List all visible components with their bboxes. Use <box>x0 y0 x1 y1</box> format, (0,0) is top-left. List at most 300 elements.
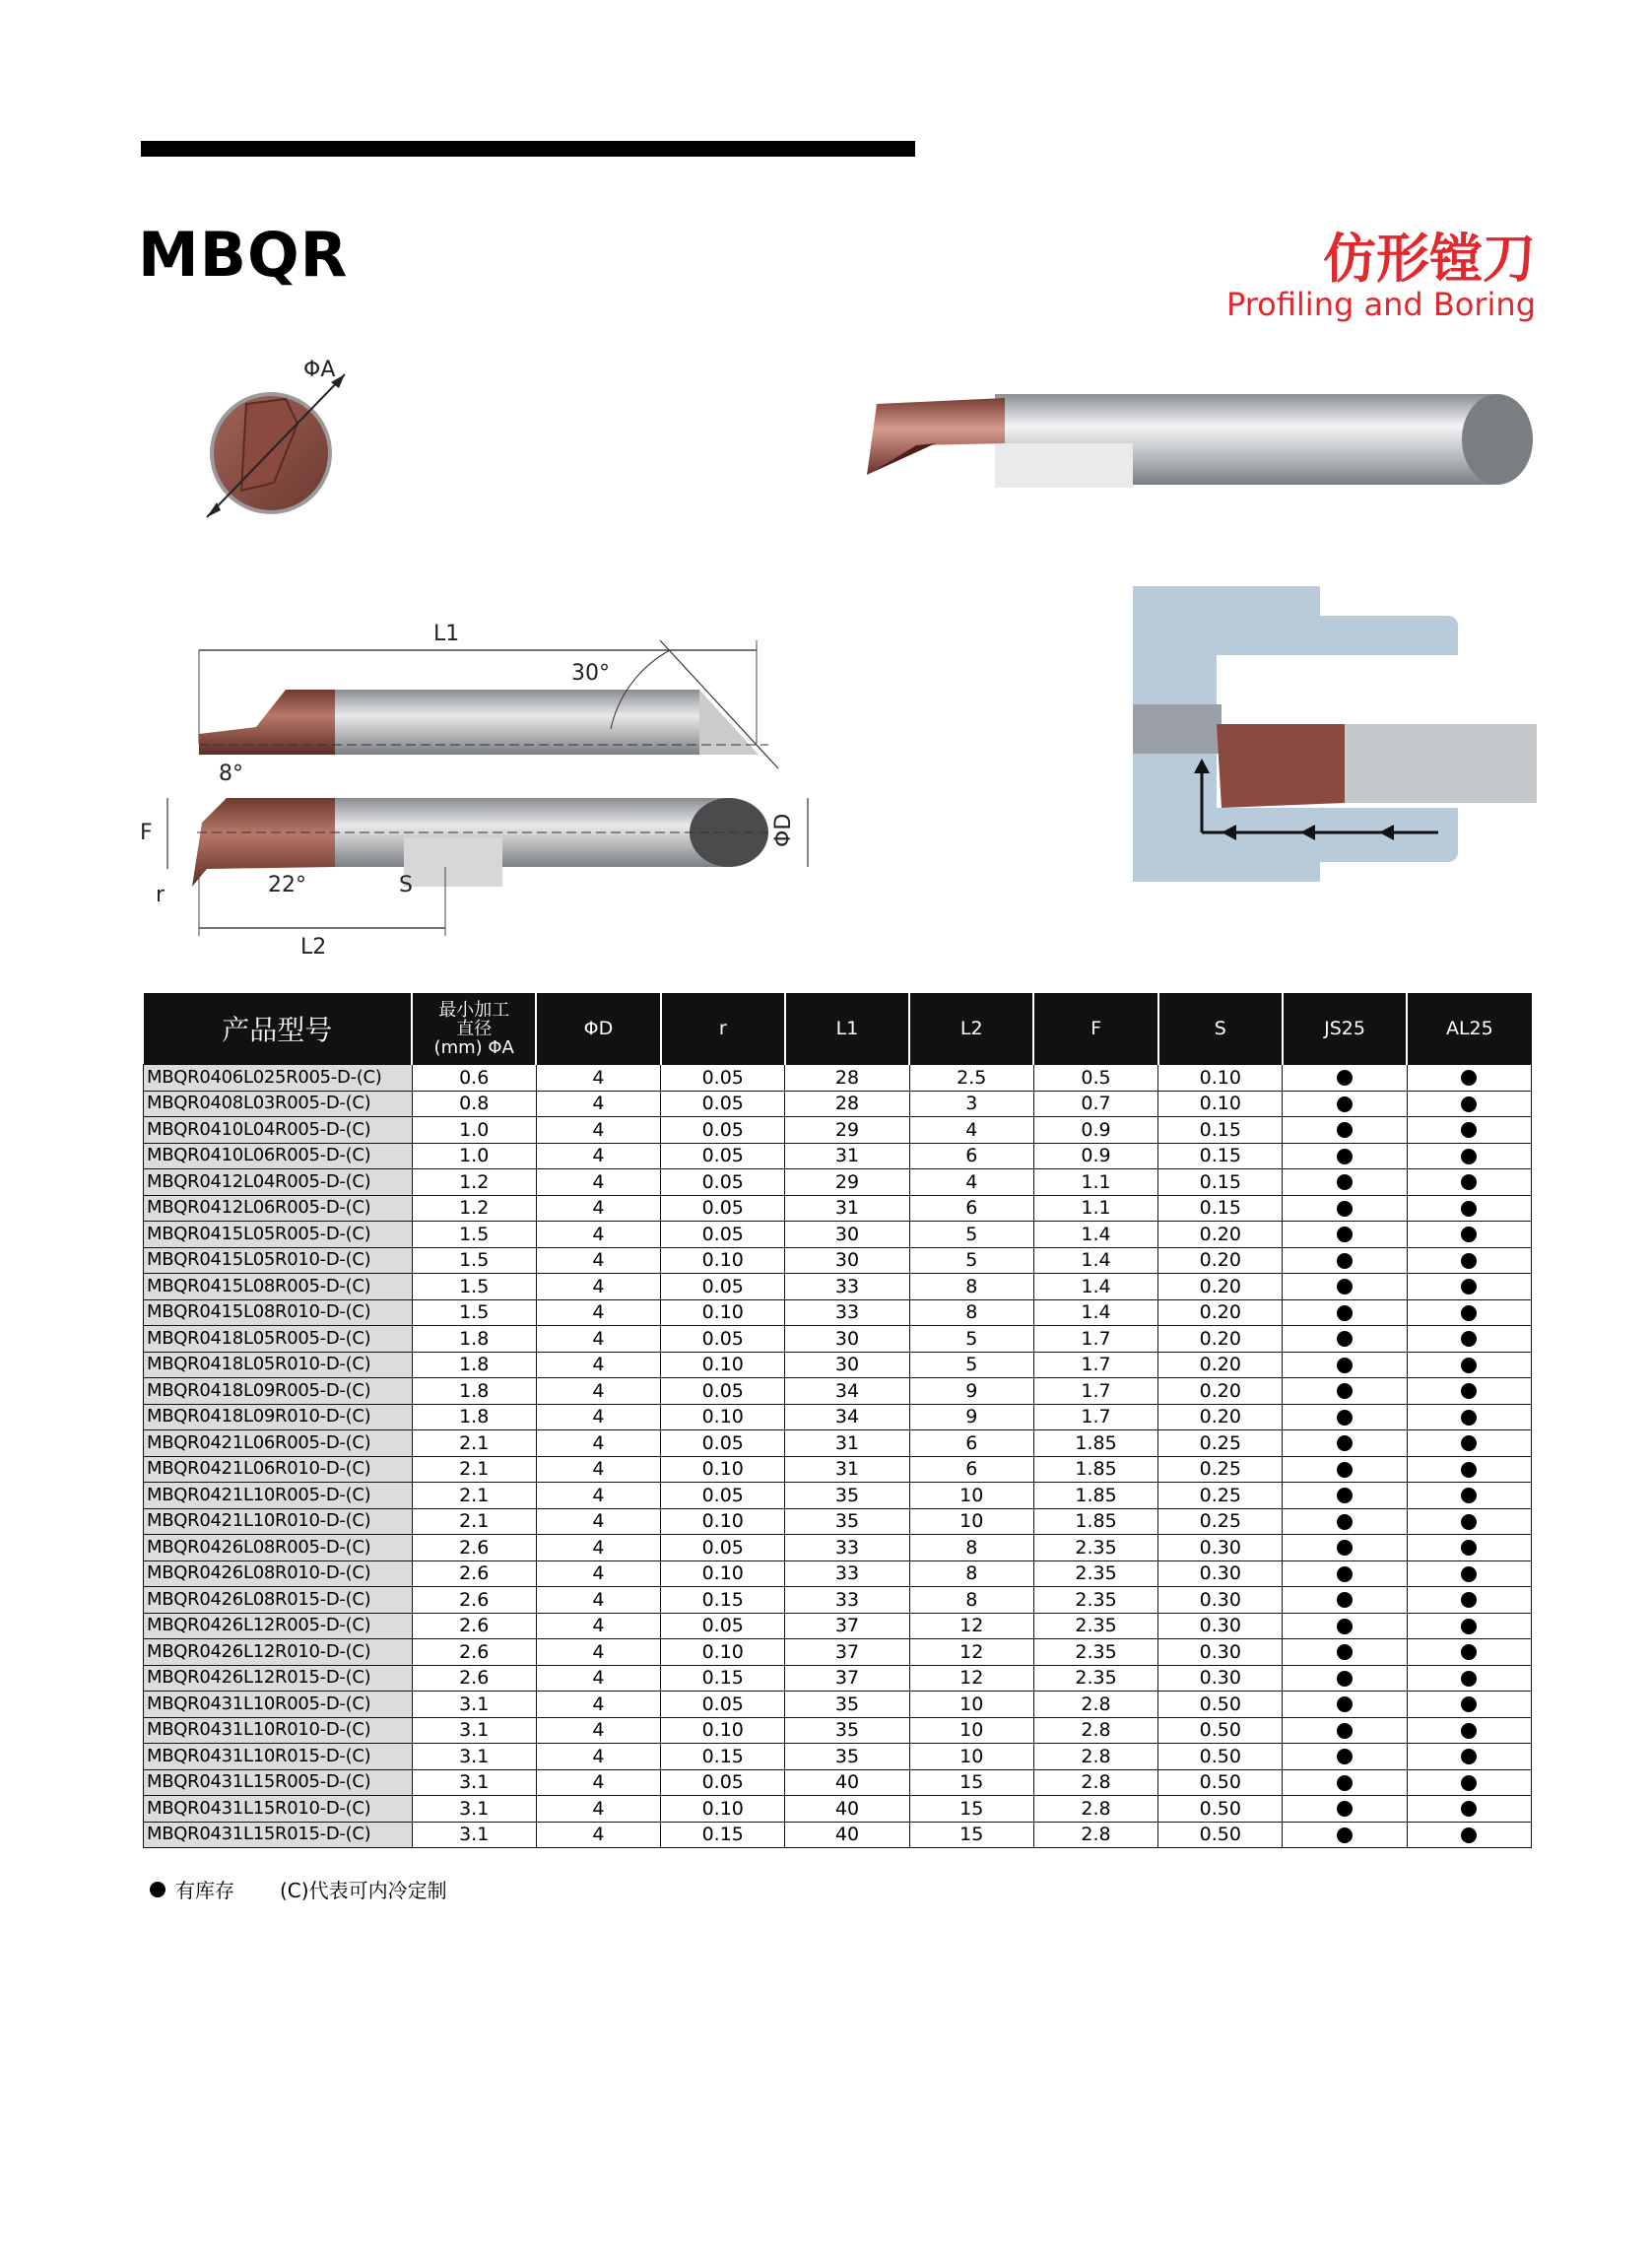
cell-s: 0.30 <box>1158 1560 1283 1587</box>
cell-f: 1.85 <box>1033 1483 1157 1509</box>
stock-dot-icon <box>1337 1174 1353 1190</box>
table-row <box>144 1483 1532 1509</box>
cell-js25 <box>1283 1430 1407 1457</box>
cell-model: MBQR0415L08R010-D-(C) <box>144 1299 413 1326</box>
cell-l2: 5 <box>909 1326 1033 1353</box>
cell-f: 0.9 <box>1033 1117 1157 1144</box>
stock-dot-icon <box>1461 1644 1477 1660</box>
cell-model: MBQR0408L03R005-D-(C) <box>144 1091 413 1117</box>
cell-d: 4 <box>536 1822 660 1848</box>
stock-dot-icon <box>1461 1279 1477 1294</box>
cell-model: MBQR0426L12R005-D-(C) <box>144 1613 413 1639</box>
stock-dot-icon <box>1461 1305 1477 1321</box>
cell-l2: 3 <box>909 1091 1033 1117</box>
cell-js25 <box>1283 1535 1407 1561</box>
cell-js25 <box>1283 1456 1407 1483</box>
cell-d: 4 <box>536 1769 660 1796</box>
table-row <box>144 1456 1532 1483</box>
cell-model: MBQR0431L10R015-D-(C) <box>144 1744 413 1770</box>
cell-l1: 40 <box>785 1796 909 1823</box>
cell-s: 0.15 <box>1158 1117 1283 1144</box>
cell-al25 <box>1407 1483 1531 1509</box>
cell-f: 2.8 <box>1033 1769 1157 1796</box>
cell-js25 <box>1283 1483 1407 1509</box>
cell-f: 1.4 <box>1033 1274 1157 1300</box>
cell-l2: 8 <box>909 1587 1033 1614</box>
cell-d: 4 <box>536 1143 660 1169</box>
stock-dot-icon <box>150 1882 165 1897</box>
cell-js25 <box>1283 1065 1407 1092</box>
cell-js25 <box>1283 1613 1407 1639</box>
cell-a: 1.8 <box>412 1352 536 1378</box>
table-header-row <box>144 993 1532 1065</box>
cell-al25 <box>1407 1430 1531 1457</box>
cell-al25 <box>1407 1404 1531 1430</box>
cell-model: MBQR0418L05R010-D-(C) <box>144 1352 413 1378</box>
cell-al25 <box>1407 1692 1531 1718</box>
stock-dot-icon <box>1337 1201 1353 1217</box>
dim-label-r: r <box>156 883 165 907</box>
cell-js25 <box>1283 1744 1407 1770</box>
cell-d: 4 <box>536 1639 660 1666</box>
stock-dot-icon <box>1337 1149 1353 1164</box>
cell-s: 0.20 <box>1158 1299 1283 1326</box>
boring-operation-illustration <box>1123 581 1537 887</box>
stock-dot-icon <box>1461 1775 1477 1791</box>
cell-a: 2.6 <box>412 1587 536 1614</box>
dim-label-angle-8: 8° <box>219 762 243 786</box>
cell-al25 <box>1407 1587 1531 1614</box>
specification-table <box>143 993 1532 1848</box>
table-row <box>144 1247 1532 1274</box>
cell-d: 4 <box>536 1692 660 1718</box>
table-row <box>144 1692 1532 1718</box>
stock-dot-icon <box>1461 1174 1477 1190</box>
cell-js25 <box>1283 1378 1407 1405</box>
cell-js25 <box>1283 1587 1407 1614</box>
cell-model: MBQR0412L06R005-D-(C) <box>144 1195 413 1222</box>
cell-l2: 10 <box>909 1508 1033 1535</box>
cell-s: 0.30 <box>1158 1665 1283 1692</box>
cell-js25 <box>1283 1143 1407 1169</box>
cell-al25 <box>1407 1274 1531 1300</box>
table-row <box>144 1665 1532 1692</box>
cell-f: 1.85 <box>1033 1508 1157 1535</box>
cell-l1: 31 <box>785 1195 909 1222</box>
cell-l1: 34 <box>785 1378 909 1405</box>
cell-l2: 6 <box>909 1456 1033 1483</box>
cell-l2: 4 <box>909 1169 1033 1196</box>
cell-d: 4 <box>536 1117 660 1144</box>
cell-s: 0.50 <box>1158 1744 1283 1770</box>
cell-r: 0.10 <box>661 1247 785 1274</box>
table-row <box>144 1744 1532 1770</box>
stock-dot-icon <box>1461 1462 1477 1478</box>
cell-al25 <box>1407 1796 1531 1823</box>
cell-d: 4 <box>536 1483 660 1509</box>
stock-dot-icon <box>1337 1749 1353 1764</box>
col-header-al25: AL25 <box>1407 993 1531 1065</box>
cell-l1: 37 <box>785 1613 909 1639</box>
cell-js25 <box>1283 1404 1407 1430</box>
cell-l2: 4 <box>909 1117 1033 1144</box>
cell-f: 1.4 <box>1033 1222 1157 1248</box>
cell-a: 1.5 <box>412 1274 536 1300</box>
cell-l2: 12 <box>909 1639 1033 1666</box>
table-row <box>144 1717 1532 1744</box>
cell-model: MBQR0421L06R005-D-(C) <box>144 1430 413 1457</box>
cell-l2: 6 <box>909 1195 1033 1222</box>
cell-l1: 40 <box>785 1822 909 1848</box>
category-title-cn: 仿形镗刀 <box>1323 228 1536 290</box>
cell-model: MBQR0421L06R010-D-(C) <box>144 1456 413 1483</box>
cell-r: 0.10 <box>661 1299 785 1326</box>
cell-r: 0.10 <box>661 1796 785 1823</box>
stock-dot-icon <box>1337 1253 1353 1269</box>
stock-dot-icon <box>1337 1696 1353 1712</box>
col-header-s: S <box>1158 993 1283 1065</box>
cell-s: 0.20 <box>1158 1404 1283 1430</box>
cell-d: 4 <box>536 1560 660 1587</box>
cell-model: MBQR0418L05R005-D-(C) <box>144 1326 413 1353</box>
cell-al25 <box>1407 1378 1531 1405</box>
cell-d: 4 <box>536 1326 660 1353</box>
cell-js25 <box>1283 1796 1407 1823</box>
stock-dot-icon <box>1337 1514 1353 1530</box>
cell-js25 <box>1283 1560 1407 1587</box>
cell-l2: 5 <box>909 1222 1033 1248</box>
cell-s: 0.30 <box>1158 1587 1283 1614</box>
cell-model: MBQR0426L08R015-D-(C) <box>144 1587 413 1614</box>
cell-r: 0.05 <box>661 1613 785 1639</box>
cell-model: MBQR0421L10R010-D-(C) <box>144 1508 413 1535</box>
cell-al25 <box>1407 1222 1531 1248</box>
stock-dot-icon <box>1461 1566 1477 1582</box>
stock-dot-icon <box>1461 1696 1477 1712</box>
col-header-min-dia-line1: 最小加工 <box>438 999 510 1021</box>
table-row <box>144 1195 1532 1222</box>
cell-s: 0.20 <box>1158 1247 1283 1274</box>
stock-dot-icon <box>1461 1331 1477 1347</box>
stock-dot-icon <box>1337 1279 1353 1294</box>
cell-al25 <box>1407 1299 1531 1326</box>
col-header-min-dia <box>412 993 536 1065</box>
col-header-f: F <box>1033 993 1157 1065</box>
cell-al25 <box>1407 1169 1531 1196</box>
cell-l2: 2.5 <box>909 1065 1033 1092</box>
cell-r: 0.15 <box>661 1665 785 1692</box>
table-row <box>144 1352 1532 1378</box>
table-row <box>144 1587 1532 1614</box>
cell-a: 3.1 <box>412 1692 536 1718</box>
cell-r: 0.10 <box>661 1352 785 1378</box>
cell-d: 4 <box>536 1091 660 1117</box>
note-in-stock: 有库存 <box>175 1879 234 1902</box>
cell-d: 4 <box>536 1247 660 1274</box>
stock-dot-icon <box>1461 1201 1477 1217</box>
cell-s: 0.10 <box>1158 1091 1283 1117</box>
cell-l1: 37 <box>785 1639 909 1666</box>
cell-r: 0.05 <box>661 1769 785 1796</box>
cell-l2: 8 <box>909 1274 1033 1300</box>
stock-dot-icon <box>1337 1801 1353 1817</box>
cell-s: 0.50 <box>1158 1717 1283 1744</box>
table-row <box>144 1639 1532 1666</box>
dim-label-angle-30: 30° <box>571 661 610 686</box>
cell-l2: 9 <box>909 1404 1033 1430</box>
stock-dot-icon <box>1337 1410 1353 1426</box>
cell-l1: 31 <box>785 1143 909 1169</box>
table-row <box>144 1091 1532 1117</box>
cell-model: MBQR0415L05R005-D-(C) <box>144 1222 413 1248</box>
cell-a: 1.8 <box>412 1404 536 1430</box>
cell-model: MBQR0410L04R005-D-(C) <box>144 1117 413 1144</box>
table-row <box>144 1769 1532 1796</box>
cell-a: 2.6 <box>412 1665 536 1692</box>
stock-dot-icon <box>1337 1227 1353 1242</box>
cell-s: 0.20 <box>1158 1274 1283 1300</box>
cell-js25 <box>1283 1222 1407 1248</box>
cell-a: 1.5 <box>412 1247 536 1274</box>
stock-dot-icon <box>1337 1462 1353 1478</box>
cell-l1: 28 <box>785 1065 909 1092</box>
cell-l1: 35 <box>785 1483 909 1509</box>
cell-r: 0.10 <box>661 1639 785 1666</box>
cell-l1: 35 <box>785 1692 909 1718</box>
cell-a: 0.8 <box>412 1091 536 1117</box>
table-row <box>144 1535 1532 1561</box>
cell-r: 0.05 <box>661 1065 785 1092</box>
cell-r: 0.05 <box>661 1143 785 1169</box>
table-row <box>144 1117 1532 1144</box>
cell-f: 1.4 <box>1033 1299 1157 1326</box>
cell-s: 0.50 <box>1158 1769 1283 1796</box>
cell-al25 <box>1407 1822 1531 1848</box>
cell-l1: 35 <box>785 1508 909 1535</box>
cell-a: 3.1 <box>412 1822 536 1848</box>
stock-dot-icon <box>1337 1070 1353 1086</box>
cell-l1: 33 <box>785 1535 909 1561</box>
cell-a: 1.2 <box>412 1169 536 1196</box>
cell-l2: 12 <box>909 1613 1033 1639</box>
cell-a: 2.6 <box>412 1560 536 1587</box>
col-header-l2: L2 <box>909 993 1033 1065</box>
cell-l2: 12 <box>909 1665 1033 1692</box>
cell-d: 4 <box>536 1222 660 1248</box>
cell-js25 <box>1283 1769 1407 1796</box>
cell-model: MBQR0431L15R005-D-(C) <box>144 1769 413 1796</box>
cell-a: 1.0 <box>412 1117 536 1144</box>
cell-s: 0.20 <box>1158 1222 1283 1248</box>
tool-product-illustration <box>857 384 1547 502</box>
cell-model: MBQR0412L04R005-D-(C) <box>144 1169 413 1196</box>
note-coolant: (C)代表可内冷定制 <box>280 1879 447 1902</box>
col-header-l1: L1 <box>785 993 909 1065</box>
legend-note <box>150 1875 447 1903</box>
stock-dot-icon <box>1337 1331 1353 1347</box>
cell-d: 4 <box>536 1195 660 1222</box>
cell-l1: 30 <box>785 1247 909 1274</box>
cell-r: 0.05 <box>661 1535 785 1561</box>
cell-a: 2.6 <box>412 1639 536 1666</box>
cell-d: 4 <box>536 1404 660 1430</box>
table-row <box>144 1430 1532 1457</box>
cell-js25 <box>1283 1665 1407 1692</box>
cell-f: 2.8 <box>1033 1744 1157 1770</box>
cell-l1: 28 <box>785 1091 909 1117</box>
cell-js25 <box>1283 1508 1407 1535</box>
cell-al25 <box>1407 1456 1531 1483</box>
cell-r: 0.05 <box>661 1274 785 1300</box>
cell-s: 0.50 <box>1158 1796 1283 1823</box>
cell-f: 1.85 <box>1033 1456 1157 1483</box>
cell-l1: 33 <box>785 1560 909 1587</box>
cell-l1: 29 <box>785 1117 909 1144</box>
cell-model: MBQR0418L09R010-D-(C) <box>144 1404 413 1430</box>
cell-l2: 5 <box>909 1247 1033 1274</box>
cell-l1: 31 <box>785 1430 909 1457</box>
table-row <box>144 1143 1532 1169</box>
cell-d: 4 <box>536 1378 660 1405</box>
cell-js25 <box>1283 1717 1407 1744</box>
cell-l1: 33 <box>785 1587 909 1614</box>
cell-f: 1.7 <box>1033 1352 1157 1378</box>
cell-d: 4 <box>536 1717 660 1744</box>
cell-f: 1.85 <box>1033 1430 1157 1457</box>
table-row <box>144 1274 1532 1300</box>
cell-model: MBQR0431L15R010-D-(C) <box>144 1796 413 1823</box>
category-title-en: Profiling and Boring <box>1225 286 1536 323</box>
cell-r: 0.15 <box>661 1587 785 1614</box>
cell-d: 4 <box>536 1169 660 1196</box>
stock-dot-icon <box>1337 1723 1353 1739</box>
cell-a: 1.2 <box>412 1195 536 1222</box>
cell-d: 4 <box>536 1744 660 1770</box>
cell-a: 2.6 <box>412 1535 536 1561</box>
cell-model: MBQR0421L10R005-D-(C) <box>144 1483 413 1509</box>
cell-model: MBQR0426L08R005-D-(C) <box>144 1535 413 1561</box>
cell-l2: 9 <box>909 1378 1033 1405</box>
cell-r: 0.05 <box>661 1378 785 1405</box>
cell-js25 <box>1283 1639 1407 1666</box>
col-header-min-dia-line2: 直径 <box>456 1018 493 1039</box>
cell-l2: 15 <box>909 1822 1033 1848</box>
stock-dot-icon <box>1337 1540 1353 1556</box>
stock-dot-icon <box>1461 1070 1477 1086</box>
cell-l2: 10 <box>909 1483 1033 1509</box>
cell-al25 <box>1407 1717 1531 1744</box>
cell-a: 3.1 <box>412 1769 536 1796</box>
cell-r: 0.05 <box>661 1222 785 1248</box>
cell-d: 4 <box>536 1352 660 1378</box>
stock-dot-icon <box>1461 1619 1477 1634</box>
cell-s: 0.15 <box>1158 1169 1283 1196</box>
cell-l2: 6 <box>909 1430 1033 1457</box>
cell-s: 0.25 <box>1158 1430 1283 1457</box>
cell-d: 4 <box>536 1065 660 1092</box>
tool-dimension-drawing <box>138 611 827 965</box>
dim-label-l1: L1 <box>433 622 460 646</box>
cell-r: 0.05 <box>661 1326 785 1353</box>
stock-dot-icon <box>1337 1644 1353 1660</box>
cell-l2: 10 <box>909 1692 1033 1718</box>
col-header-r: r <box>661 993 785 1065</box>
stock-dot-icon <box>1337 1435 1353 1451</box>
cell-r: 0.05 <box>661 1117 785 1144</box>
cell-s: 0.10 <box>1158 1065 1283 1092</box>
cell-al25 <box>1407 1065 1531 1092</box>
cell-f: 2.35 <box>1033 1587 1157 1614</box>
cell-al25 <box>1407 1560 1531 1587</box>
cell-a: 3.1 <box>412 1796 536 1823</box>
cell-f: 2.8 <box>1033 1717 1157 1744</box>
table-body <box>144 1065 1532 1848</box>
cell-f: 0.7 <box>1033 1091 1157 1117</box>
cell-s: 0.30 <box>1158 1613 1283 1639</box>
cell-js25 <box>1283 1352 1407 1378</box>
cell-js25 <box>1283 1247 1407 1274</box>
stock-dot-icon <box>1337 1671 1353 1687</box>
cell-a: 2.1 <box>412 1456 536 1483</box>
dim-label-phi-a: ΦA <box>303 358 336 382</box>
cell-r: 0.05 <box>661 1195 785 1222</box>
cell-d: 4 <box>536 1535 660 1561</box>
cell-l1: 31 <box>785 1456 909 1483</box>
cell-al25 <box>1407 1639 1531 1666</box>
stock-dot-icon <box>1337 1619 1353 1634</box>
stock-dot-icon <box>1461 1540 1477 1556</box>
stock-dot-icon <box>1461 1488 1477 1503</box>
cell-r: 0.15 <box>661 1822 785 1848</box>
cell-l1: 34 <box>785 1404 909 1430</box>
cell-l1: 33 <box>785 1274 909 1300</box>
cell-d: 4 <box>536 1613 660 1639</box>
col-header-model: 产品型号 <box>144 993 413 1065</box>
stock-dot-icon <box>1461 1827 1477 1843</box>
cell-model: MBQR0410L06R005-D-(C) <box>144 1143 413 1169</box>
stock-dot-icon <box>1461 1749 1477 1764</box>
table-row <box>144 1169 1532 1196</box>
col-header-d: ΦD <box>536 993 660 1065</box>
cell-l1: 35 <box>785 1717 909 1744</box>
cell-s: 0.15 <box>1158 1143 1283 1169</box>
tool-end-view-diagram <box>187 355 374 532</box>
cell-a: 1.8 <box>412 1378 536 1405</box>
stock-dot-icon <box>1461 1122 1477 1138</box>
cell-f: 0.5 <box>1033 1065 1157 1092</box>
cell-f: 2.35 <box>1033 1560 1157 1587</box>
cell-al25 <box>1407 1508 1531 1535</box>
cell-al25 <box>1407 1535 1531 1561</box>
cell-s: 0.30 <box>1158 1639 1283 1666</box>
cell-model: MBQR0426L12R010-D-(C) <box>144 1639 413 1666</box>
cell-f: 1.4 <box>1033 1247 1157 1274</box>
cell-l1: 30 <box>785 1222 909 1248</box>
cell-l2: 5 <box>909 1352 1033 1378</box>
cell-s: 0.25 <box>1158 1456 1283 1483</box>
stock-dot-icon <box>1461 1096 1477 1112</box>
cell-a: 3.1 <box>412 1744 536 1770</box>
cell-f: 1.1 <box>1033 1169 1157 1196</box>
stock-dot-icon <box>1461 1227 1477 1242</box>
cell-js25 <box>1283 1692 1407 1718</box>
cell-d: 4 <box>536 1299 660 1326</box>
cell-al25 <box>1407 1091 1531 1117</box>
cell-a: 0.6 <box>412 1065 536 1092</box>
stock-dot-icon <box>1337 1592 1353 1608</box>
stock-dot-icon <box>1337 1775 1353 1791</box>
table-row <box>144 1326 1532 1353</box>
